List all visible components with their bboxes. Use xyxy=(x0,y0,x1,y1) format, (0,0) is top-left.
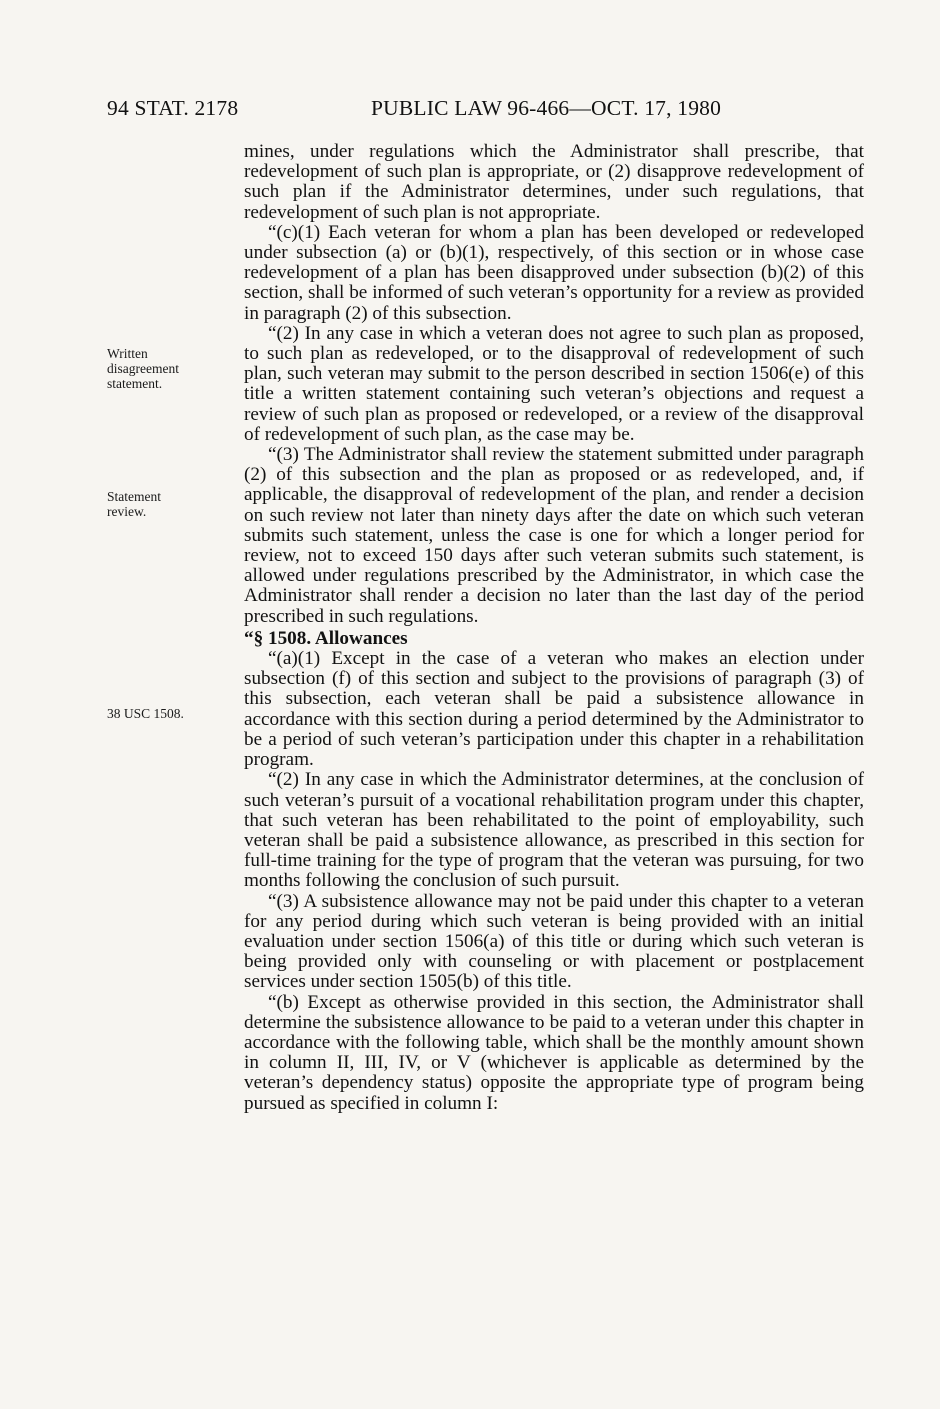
law-title: PUBLIC LAW 96-466—OCT. 17, 1980 xyxy=(371,96,722,120)
paragraph-a2: “(2) In any case in which the Administrator determines, at the conclusion of such veteran’s pursuit of a vocational rehabilitation program under this chapter, that such veteran has been rehabilitated to the point of employability, such veteran shall be paid a subsistence allowance, as prescribed in this section for full-time training for the type of program that the veteran was pursuing, for two months following the conclusion of such pursuit. xyxy=(244,769,864,892)
paragraph-a3: “(3) A subsistence allowance may not be paid under this chapter to a veteran for any period during which such veteran is being provided with an initial evaluation under section 1506(a) of this title or during which such veteran is being provided only with counseling or with placement or postplacement services under section 1505(b) of this title. xyxy=(244,890,864,993)
margin-note-line: statement. xyxy=(107,376,163,391)
paragraph-c2: “(2) In any case in which a veteran does not agree to such plan as proposed, to such plan as redeveloped, or to the disapproval of redevelopment of such plan, such veteran may submit to the person described in section 1506(e) of this title a written statement containing such veteran’s objections and request a review of such plan as proposed or redeveloped, or a review of the disapproval of redevelopment of such plan, as the case may be. xyxy=(244,322,864,445)
paragraph-a1: “(a)(1) Except in the case of a veteran who makes an election under subsection (f) of this section and subject to the provisions of paragraph (3) of this subsection, each veteran shall be paid a subsistence allowance in accordance with this section during a period determined by the Administrator to be a period of such veteran’s participation under this chapter in a rehabilitation program. xyxy=(244,648,864,771)
margin-note-line: Written xyxy=(107,346,148,361)
section-heading: “§ 1508. Allowances xyxy=(244,627,408,649)
page-number: 94 STAT. 2178 xyxy=(107,96,239,120)
margin-note-line: disagreement xyxy=(107,361,179,376)
paragraph-b: “(b) Except as otherwise provided in this section, the Administrator shall determine the subsistence allowance to be paid to a veteran under this chapter in accordance with the following table, which shall be the monthly amount shown in column II, III, IV, or V (whichever is applicable as determined by the veteran’s dependency status) opposite the appropriate type of program being pursued as specified in column I: xyxy=(244,991,864,1114)
margin-note-statement-review xyxy=(107,489,227,519)
margin-note-written-disagreement xyxy=(107,346,227,391)
margin-note-line: Statement xyxy=(107,489,161,504)
paragraph-c3: “(3) The Administrator shall review the statement submitted under paragraph (2) of this subsection and the plan as proposed or as redeveloped, and, if applicable, the disapproval of redevelopment of the plan, and render a decision on such review not later than ninety days after the date on which such veteran submits such statement, unless the case is one for which a longer period for review, not to exceed 150 days after such veteran submits such statement, is allowed under regulations prescribed by the Administrator, in which case the Administrator shall render a decision no later than the last day of the period prescribed in such regulations. xyxy=(244,444,864,627)
paragraph-continuation: mines, under regulations which the Administrator shall prescribe, that redevelopment of such plan is appropriate, or (2) disapprove redevelopment of such plan if the Administrator determines, under such regulations, that redevelopment of such plan is not appropriate. xyxy=(244,141,864,223)
margin-note-line: review. xyxy=(107,504,147,519)
body-text xyxy=(244,142,864,1114)
margin-note-usc-citation xyxy=(107,706,227,721)
margin-note-line: 38 USC 1508. xyxy=(107,706,184,721)
paragraph-c1: “(c)(1) Each veteran for whom a plan has been developed or redeveloped under subsection (a) or (b)(1), respectively, of this section or in whose case redevelopment of a plan has been disapproved under subsection (b)(2) of this section, shall be informed of such veteran’s opportunity for a review as provided in paragraph (2) of this subsection. xyxy=(244,221,864,324)
running-header xyxy=(107,93,757,123)
